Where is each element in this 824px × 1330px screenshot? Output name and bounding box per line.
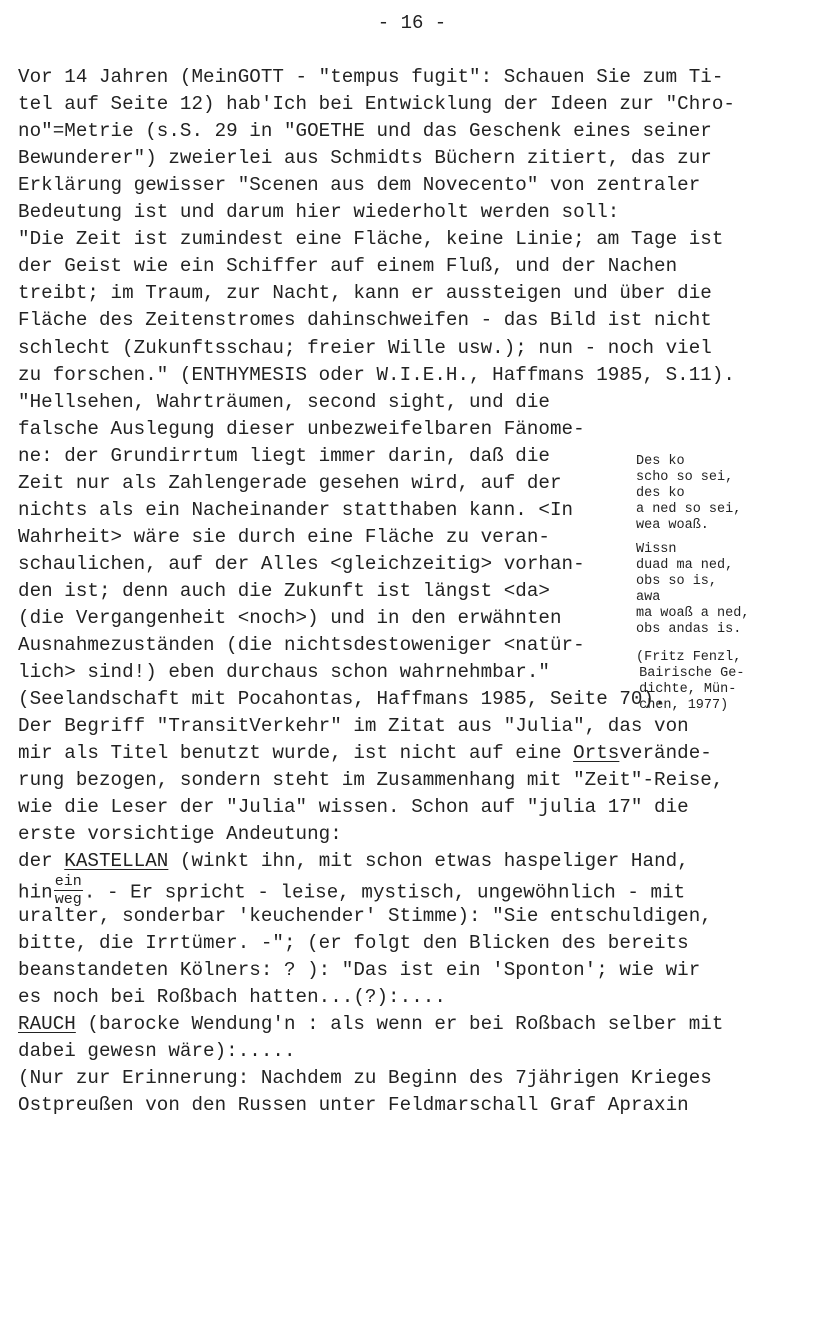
margin-poem-line: ma woaß a ned, [636,606,750,621]
text-line: schlecht (Zukunftsschau; freier Wille usw.); nun - noch viel [18,336,712,359]
text-fragment: (barocke Wendung'n : als wenn er bei Roßbach selber mit [75,1012,724,1035]
margin-poem-line: obs andas is. [636,622,742,637]
text-line: hin $\frac{\text{ein}}{\text{weg}}$ . - Er spricht - leise, mystisch, ungewöhnlich - mit [18,872,686,908]
margin-poem-line: scho so sei, [636,470,734,485]
text-line: (die Vergangenheit <noch>) und in den erwähnten [18,607,562,629]
text-line: "Die Zeit ist zumindest eine Fläche, keine Linie; am Tage ist [18,228,724,251]
text-line: schaulichen, auf der Alles <gleichzeitig> vorhan- [18,552,585,575]
text-line: tel auf Seite 12) hab'Ich bei Entwicklung der Ideen zur "Chro- [18,93,735,116]
text-line: dabei gewesn wäre):..... [18,1039,296,1062]
speaker-kastellan: KASTELLAN [64,850,169,873]
text-line: "Hellsehen, Wahrträumen, second sight, und die [18,390,550,413]
margin-poem-line: Bairische Ge- [631,666,745,681]
speaker-rauch: RAUCH [18,1012,76,1035]
text-line: rung bezogen, sondern steht im Zusammenhang mit "Zeit"-Reise, [18,769,724,792]
margin-poem-line: des ko [636,486,685,501]
margin-poem-line: chen, 1977) [631,698,729,713]
text-line: zu forschen." (ENTHYMESIS oder W.I.E.H., Haffmans 1985, S.11). [18,363,735,386]
margin-poem-line: a ned so sei, [636,502,742,517]
text-line: bitte, die Irrtümer. -"; (er folgt den Blicken des bereits [18,931,689,954]
page-number: - 16 - [377,12,447,34]
margin-poem-line: wea woaß. [636,518,709,533]
text-line: Fläche des Zeitenstromes dahinschweifen - das Bild ist nicht [18,309,712,332]
margin-poem-line: (Fritz Fenzl, [636,650,742,665]
text-line: Erklärung gewisser "Scenen aus dem Novecento" von zentraler [18,174,701,197]
margin-poem-line: duad ma ned, [636,558,734,573]
margin-poem-line: dichte, Mün- [631,682,737,697]
text-line: Der Begriff "TransitVerkehr" im Zitat aus "Julia", das von [18,715,689,738]
text-line: Bewunderer") zweierlei aus Schmidts Büchern zitiert, das zur [18,147,712,170]
text-line: Bedeutung ist und darum hier wiederholt werden soll: [18,201,620,224]
text-line: mir als Titel benutzt wurde, ist nicht auf eine Ortsverände- [18,742,712,765]
text-fragment: . - Er spricht - leise, mystisch, ungewöhnlich - mit [83,881,686,904]
margin-poem-line: obs so is, [636,574,718,589]
text-line: Vor 14 Jahren (MeinGOTT - "tempus fugit": Schauen Sie zum Ti- [18,66,724,88]
underlined-word: Orts [573,742,620,765]
text-line: no"=Metrie (s.S. 29 in "GOETHE und das Geschenk eines seiner [18,120,712,143]
text-fragment: (winkt ihn, mit schon etwas haspeliger Hand, [168,850,689,873]
text-line: ne: der Grundirrtum liegt immer darin, daß die [18,444,550,467]
fraction-ein-weg [54,874,83,907]
text-line: treibt; im Traum, zur Nacht, kann er aussteigen und über die [18,282,712,305]
text-line: den ist; denn auch die Zukunft ist längst <da> [18,579,550,602]
text-fragment: verände- [619,742,712,765]
text-line: wie die Leser der "Julia" wissen. Schon auf "julia 17" die [18,796,689,819]
text-line: erste vorsichtige Andeutung: [18,823,342,846]
text-line: beanstandeten Kölners: ? ): "Das ist ein 'Sponton'; wie wir [18,958,701,981]
margin-poem-line: Wissn [636,542,677,557]
fraction-numerator: ein [54,872,82,890]
text-line: es noch bei Roßbach hatten...(?):.... [18,985,446,1008]
text-line: der KASTELLAN (winkt ihn, mit schon etwas haspeliger Hand, [18,850,689,873]
text-line: (Nur zur Erinnerung: Nachdem zu Beginn des 7jährigen Krieges [18,1066,712,1089]
text-line: Ausnahmezuständen (die nichtsdestoweniger <natür- [18,634,585,657]
text-line: lich> sind!) eben durchaus schon wahrnehmbar." [18,661,550,684]
margin-poem-line: Des ko [636,454,685,469]
text-line: Wahrheit> wäre sie durch eine Fläche zu veran- [18,525,550,548]
text-line [18,1011,723,1037]
text-line: Zeit nur als Zahlengerade gesehen wird, auf der [18,471,562,494]
text-line: nichts als ein Nacheinander statthaben kann. <In [18,498,574,521]
text-line: Ostpreußen von den Russen unter Feldmarschall Graf Apraxin [18,1093,689,1116]
text-line: falsche Auslegung dieser unbezweifelbaren Fänome- [18,417,585,440]
text-line: (Seelandschaft mit Pocahontas, Haffmans 1985, Seite 70). [18,688,666,711]
text-line: der Geist wie ein Schiffer auf einem Fluß, und der Nachen [18,255,678,278]
margin-poem-line: awa [636,590,661,605]
fraction-denominator: weg [54,890,82,908]
text-line: uralter, sonderbar 'keuchender' Stimme): "Sie entschuldigen, [18,904,712,927]
